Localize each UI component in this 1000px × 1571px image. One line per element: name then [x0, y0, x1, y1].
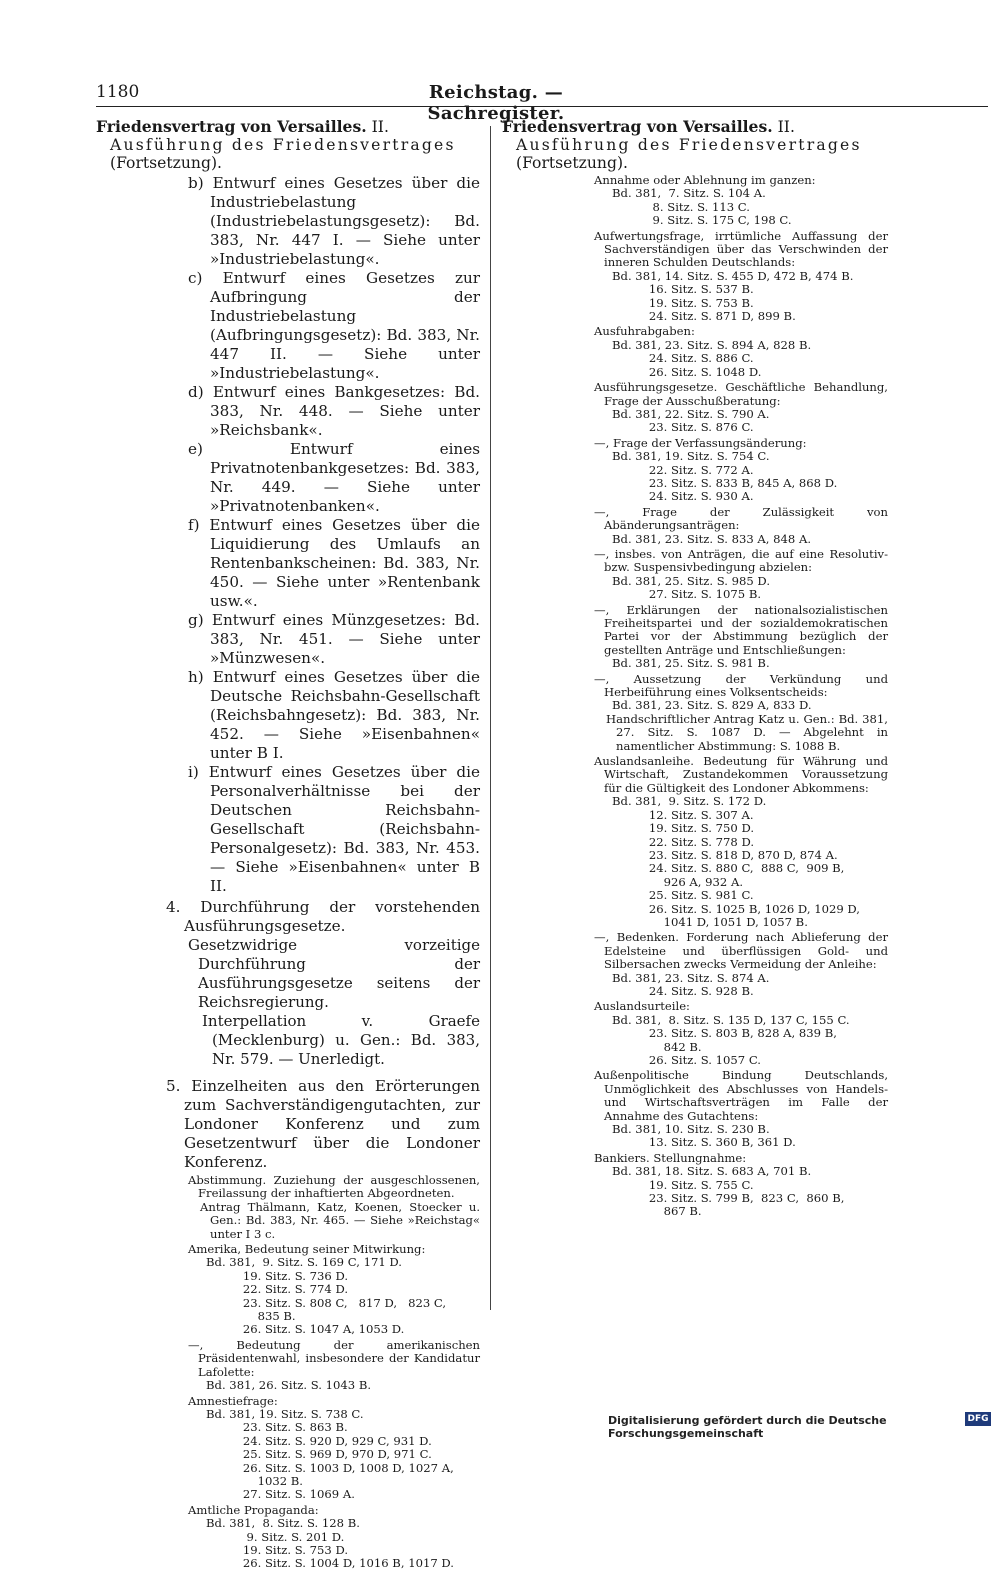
entry-topic: Auslandsanleihe. Bedeutung für Währung und Wirtschaft, Zustandekommen Voraussetzung für die Gültigkeit des Londoner Abkommens: — [594, 754, 888, 795]
entry-reference: 24. Sitz. S. 930 A. — [612, 489, 754, 504]
running-title: Reichstag. — Sachregister. — [427, 82, 565, 124]
page-header — [96, 82, 988, 124]
section-4-title: 4. Durchführung der vorstehenden Ausführungsgesetze. — [166, 898, 480, 935]
entry-reference: 9. Sitz. S. 175 C, 198 C. — [612, 213, 792, 228]
entry-topic: —, Aussetzung der Verkündung und Herbeiführung eines Volksentscheids: — [594, 671, 888, 700]
entry-reference: Bd. 381, 25. Sitz. S. 985 D. — [612, 573, 771, 588]
entry-reference: 19. Sitz. S. 753 D. — [206, 1542, 349, 1557]
right-topics — [502, 174, 888, 1219]
entry-motion: Antrag Thälmann, Katz, Koenen, Stoecker u. Gen.: Bd. 383, Nr. 465. — Siehe »Reichstag« unter I 3 c. — [200, 1199, 480, 1241]
entry-motion: Handschriftlicher Antrag Katz u. Gen.: Bd. 381, 27. Sitz. S. 1087 D. — Abgelehnt in namentlicher Abstimmung: S. 1088 B. — [606, 711, 888, 753]
index-entry — [594, 506, 888, 546]
entry-reference: 8. Sitz. S. 113 C. — [612, 199, 750, 214]
entry-reference: Bd. 381, 18. Sitz. S. 683 A, 701 B. — [612, 1164, 812, 1179]
entry-topic: Außenpolitische Bindung Deutschlands, Unmöglichkeit des Abschlusses von Handels- und Wirtschaftsverträgen im Falle der Annahme des Gutachtens: — [594, 1068, 888, 1123]
entry-reference: 19. Sitz. S. 736 D. — [206, 1268, 349, 1283]
entry-reference: 26. Sitz. S. 1025 B, 1026 D, 1029 D, — [612, 901, 860, 916]
index-entry — [594, 437, 888, 504]
entry-topic: Amnestiefrage: — [188, 1393, 278, 1408]
heading-spaced: Ausführung des Friedensvertrages — [110, 136, 456, 154]
entry-reference: 27. Sitz. S. 1069 A. — [206, 1487, 355, 1502]
index-entry — [594, 755, 888, 929]
draft-law-item: c) Entwurf eines Gesetzes zur Aufbringung der Industriebelastung (Aufbringungsgesetz): Bd. 383, Nr. 447 II. — Siehe unter »Industriebelastung«. — [188, 269, 480, 382]
entry-reference: 22. Sitz. S. 778 D. — [612, 834, 755, 849]
entry-reference: Bd. 381, 26. Sitz. S. 1043 B. — [206, 1378, 372, 1393]
heading-keyword: Friedensvertrag von Versailles. — [96, 117, 367, 136]
entry-reference: 19. Sitz. S. 750 D. — [612, 821, 755, 836]
draft-law-item: d) Entwurf eines Bankgesetzes: Bd. 383, Nr. 448. — Siehe unter »Reichsbank«. — [188, 383, 480, 439]
draft-law-item: f) Entwurf eines Gesetzes über die Liquidierung des Umlaufs an Rentenbankscheinen: Bd. 383, Nr. 450. — Siehe unter »Rentenbank usw.«. — [188, 516, 480, 610]
entry-topic: —, Frage der Verfassungsänderung: — [594, 435, 807, 450]
entry-reference: 867 B. — [612, 1204, 702, 1219]
entry-reference: 23. Sitz. S. 833 B, 845 A, 868 D. — [612, 475, 838, 490]
draft-law-item: b) Entwurf eines Gesetzes über die Industriebelastung (Industriebelastungsgesetz): Bd. 383, Nr. 447 I. — Siehe unter »Industriebelastung«. — [188, 174, 480, 268]
entry-reference: 25. Sitz. S. 981 C. — [612, 888, 754, 903]
entry-reference: 23. Sitz. S. 799 B, 823 C, 860 B, — [612, 1191, 845, 1206]
entry-reference: 22. Sitz. S. 772 A. — [612, 462, 754, 477]
entry-reference: 19. Sitz. S. 753 B. — [612, 295, 754, 310]
entry-reference: 16. Sitz. S. 537 B. — [612, 282, 754, 297]
entry-reference: Bd. 381, 9. Sitz. S. 172 D. — [612, 794, 767, 809]
entry-reference: 1032 B. — [206, 1473, 303, 1488]
entry-reference: 19. Sitz. S. 755 C. — [612, 1177, 754, 1192]
entry-reference: 25. Sitz. S. 969 D, 970 D, 971 C. — [206, 1447, 432, 1462]
right-heading — [502, 118, 888, 172]
index-entry — [594, 931, 888, 998]
entry-reference: Bd. 381, 25. Sitz. S. 981 B. — [612, 656, 770, 671]
entry-topic: Amerika, Bedeutung seiner Mitwirkung: — [188, 1242, 426, 1257]
entry-reference: 26. Sitz. S. 1047 A, 1053 D. — [206, 1322, 405, 1337]
draft-law-item: g) Entwurf eines Münzgesetzes: Bd. 383, Nr. 451. — Siehe unter »Münzwesen«. — [188, 611, 480, 667]
left-items — [96, 174, 480, 896]
entry-reference: 1041 D, 1051 D, 1057 B. — [612, 914, 808, 929]
left-column — [96, 118, 480, 1571]
heading-keyword: Friedensvertrag von Versailles. — [502, 117, 773, 136]
entry-reference: Bd. 381, 8. Sitz. S. 128 B. — [206, 1516, 360, 1531]
entry-topic: Ausfuhrabgaben: — [594, 324, 695, 339]
entry-reference: 12. Sitz. S. 307 A. — [612, 807, 754, 822]
entry-reference: 24. Sitz. S. 871 D, 899 B. — [612, 309, 796, 324]
entry-topic: Abstimmung. Zuziehung der ausgeschlossenen, Freilassung der inhaftierten Abgeordneten. — [188, 1173, 480, 1201]
entry-reference: Bd. 381, 8. Sitz. S. 135 D, 137 C, 155 C. — [612, 1012, 850, 1027]
index-entry — [594, 548, 888, 602]
entry-reference: Bd. 381, 14. Sitz. S. 455 D, 472 B, 474 B. — [612, 268, 854, 283]
heading-part: II. — [366, 118, 389, 136]
entry-reference: 926 A, 932 A. — [612, 874, 744, 889]
entry-reference: 24. Sitz. S. 886 C. — [612, 351, 754, 366]
index-entry — [594, 1152, 888, 1219]
index-entry — [188, 1339, 480, 1393]
draft-law-item: e) Entwurf eines Privatnotenbankgesetzes: Bd. 383, Nr. 449. — Siehe unter »Privatnotenbanken«. — [188, 440, 480, 515]
index-entry — [594, 230, 888, 324]
entry-reference: Bd. 381, 23. Sitz. S. 829 A, 833 D. — [612, 698, 812, 713]
heading-tail: (Fortsetzung). — [516, 154, 628, 172]
entry-reference: 835 B. — [206, 1309, 296, 1324]
page-number: 1180 — [96, 82, 140, 102]
entry-reference: 24. Sitz. S. 880 C, 888 C, 909 B, — [612, 861, 845, 876]
entry-topic: —, Bedenken. Forderung nach Ablieferung der Edelsteine und überflüssigen Gold- und Silbersachen zwecks Vermeidung der Anleihe: — [594, 930, 888, 972]
digitization-credit: Digitalisierung gefördert durch die Deutsche Forschungsgemeinschaft — [608, 1414, 887, 1440]
index-entry — [594, 381, 888, 435]
section-4-body: Gesetzwidrige vorzeitige Durchführung der Ausführungsgesetze seitens der Reichsregierung. — [188, 936, 480, 1011]
draft-law-item: h) Entwurf eines Gesetzes über die Deutsche Reichsbahn-Gesellschaft (Reichsbahngesetz): Bd. 383, Nr. 452. — Siehe »Eisenbahnen« unter B I. — [188, 668, 480, 762]
index-entry — [594, 325, 888, 379]
entry-reference: 23. Sitz. S. 818 D, 870 D, 874 A. — [612, 847, 838, 862]
entry-topic: Amtliche Propaganda: — [188, 1502, 319, 1517]
entry-reference: 24. Sitz. S. 920 D, 929 C, 931 D. — [206, 1433, 432, 1448]
entry-reference: Bd. 381, 22. Sitz. S. 790 A. — [612, 406, 770, 421]
entry-reference: 23. Sitz. S. 808 C, 817 D, 823 C, — [206, 1295, 447, 1310]
entry-reference: 26. Sitz. S. 1003 D, 1008 D, 1027 A, — [206, 1460, 454, 1475]
entry-topic: Bankiers. Stellungnahme: — [594, 1150, 747, 1165]
entry-reference: Bd. 381, 23. Sitz. S. 833 A, 848 A. — [612, 531, 812, 546]
entry-topic: —, Erklärungen der nationalsozialistischen Freiheitspartei und der sozialdemokratischen Partei vor der Abstimmung bezüglich der gestellten Anträge und Entschließungen: — [594, 602, 888, 657]
index-entry — [188, 1174, 480, 1241]
entry-reference: 23. Sitz. S. 876 C. — [612, 420, 754, 435]
index-entry — [594, 673, 888, 753]
index-entry — [594, 1000, 888, 1067]
entry-topic: Ausführungsgesetze. Geschäftliche Behandlung, Frage der Ausschußberatung: — [594, 380, 888, 408]
heading-spaced: Ausführung des Friedensvertrages — [516, 136, 862, 154]
index-entry — [594, 1069, 888, 1149]
draft-law-item: i) Entwurf eines Gesetzes über die Personalverhältnisse bei der Deutschen Reichsbahn-Gesellschaft (Reichsbahn-Personalgesetz): Bd. 383, Nr. 453. — Siehe »Eisenbahnen« unter B II. — [188, 763, 480, 895]
entry-reference: 23. Sitz. S. 803 B, 828 A, 839 B, — [612, 1026, 837, 1041]
column-divider — [490, 126, 491, 1310]
heading-part: II. — [772, 118, 795, 136]
entry-reference: 9. Sitz. S. 201 D. — [206, 1529, 345, 1544]
entry-reference: 24. Sitz. S. 928 B. — [612, 983, 754, 998]
entry-topic: —, Bedeutung der amerikanischen Präsidentenwahl, insbesondere der Kandidatur Lafolette: — [188, 1337, 480, 1379]
left-topics — [96, 1174, 480, 1571]
index-entry — [594, 174, 888, 228]
entry-topic: —, Frage der Zulässigkeit von Abänderungsanträgen: — [594, 504, 888, 533]
entry-reference: Bd. 381, 19. Sitz. S. 738 C. — [206, 1406, 364, 1421]
entry-topic: Auslandsurteile: — [594, 999, 690, 1014]
section-5-title: 5. Einzelheiten aus den Erörterungen zum Sachverständigengutachten, zur Londoner Konferenz und zum Gesetzentwurf über die Londoner Konferenz. — [166, 1077, 480, 1171]
entry-reference: 26. Sitz. S. 1057 C. — [612, 1053, 761, 1067]
entry-reference: 22. Sitz. S. 774 D. — [206, 1282, 349, 1297]
heading-tail: (Fortsetzung). — [110, 154, 222, 172]
index-entry — [188, 1395, 480, 1502]
index-entry — [188, 1504, 480, 1571]
index-entry — [188, 1243, 480, 1337]
header-rule — [96, 106, 988, 107]
dfg-logo: DFG — [965, 1412, 991, 1426]
entry-reference: 26. Sitz. S. 1004 D, 1016 B, 1017 D. — [206, 1556, 454, 1571]
section-4-interpellation: Interpellation v. Graefe (Mecklenburg) u. Gen.: Bd. 383, Nr. 579. — Unerledigt. — [202, 1012, 480, 1068]
entry-reference: Bd. 381, 23. Sitz. S. 894 A, 828 B. — [612, 337, 812, 352]
entry-reference: 23. Sitz. S. 863 B. — [206, 1420, 348, 1435]
entry-reference: Bd. 381, 19. Sitz. S. 754 C. — [612, 449, 770, 464]
entry-reference: Bd. 381, 23. Sitz. S. 874 A. — [612, 970, 770, 985]
entry-reference: 27. Sitz. S. 1075 B. — [612, 587, 762, 602]
entry-reference: Bd. 381, 9. Sitz. S. 169 C, 171 D. — [206, 1255, 402, 1270]
index-entry — [594, 604, 888, 671]
entry-reference: Bd. 381, 10. Sitz. S. 230 B. — [612, 1122, 770, 1137]
entry-topic: Aufwertungsfrage, irrtümliche Auffassung der Sachverständigen über das Verschwinden der inneren Schulden Deutschlands: — [594, 228, 888, 270]
right-column — [502, 118, 888, 1219]
entry-reference: 842 B. — [612, 1039, 702, 1054]
entry-reference: Bd. 381, 7. Sitz. S. 104 A. — [612, 186, 766, 201]
entry-topic: —, insbes. von Anträgen, die auf eine Resolutiv- bzw. Suspensivbedingung abzielen: — [594, 546, 888, 575]
entry-reference: 26. Sitz. S. 1048 D. — [612, 364, 762, 379]
left-heading — [96, 118, 480, 172]
entry-reference: 13. Sitz. S. 360 B, 361 D. — [612, 1135, 796, 1150]
entry-topic: Annahme oder Ablehnung im ganzen: — [594, 173, 816, 187]
